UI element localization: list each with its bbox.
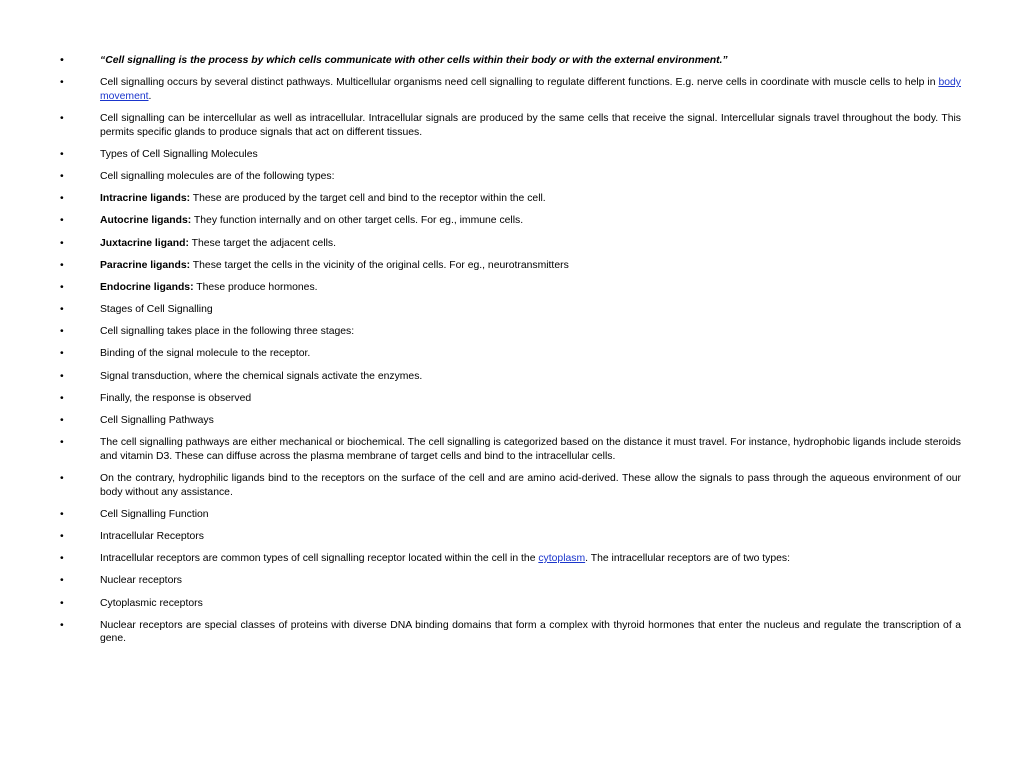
bullet-text: Cell signalling molecules are of the following types: — [100, 170, 335, 182]
bullet-stage-transduction — [100, 370, 961, 384]
bullet-text: These produce hormones. — [193, 281, 318, 293]
bullet-endocrine — [100, 281, 961, 295]
term-label: Autocrine ligands: — [100, 215, 192, 227]
body-movement-link[interactable]: body movement — [100, 77, 961, 102]
bullet-types-heading — [100, 148, 961, 162]
bullet-text: Intracellular Receptors — [100, 530, 204, 542]
bullet-text: “Cell signalling is the process by which cells communicate with other cells within their body or with the external environment.” — [100, 55, 728, 66]
term-label: Intracrine ligands: — [100, 193, 191, 205]
bullet-autocrine — [100, 214, 961, 228]
bullet-text: The cell signalling pathways are either mechanical or biochemical. The cell signalling is categorized based on the distance it must travel. For instance, hydrophobic ligands include steroids and vitamin D3. These can diffuse across the plasma membrane of target cells and bind to the intracellular cells. — [100, 437, 961, 462]
bullet-pathways-intro — [100, 76, 961, 103]
term-label: Paracrine ligands: — [100, 259, 191, 271]
bullet-text: Binding of the signal molecule to the receptor. — [100, 348, 311, 360]
bullet-intracrine — [100, 192, 961, 206]
bullet-text: These target the adjacent cells. — [188, 237, 337, 249]
term-label: Endocrine ligands: — [100, 281, 194, 293]
bullet-text: Cytoplasmic receptors — [100, 597, 203, 609]
bullet-juxtacrine — [100, 237, 961, 251]
bullet-intercellular — [100, 112, 961, 139]
bullet-text: These target the cells in the vicinity of the original cells. For eg., neurotransmitters — [190, 259, 569, 271]
bullet-cytoplasmic-receptors — [100, 597, 961, 611]
bullet-pathways-hydrophilic — [100, 472, 961, 499]
bullet-text: Cell Signalling Function — [100, 508, 209, 520]
bullet-stage-binding — [100, 347, 961, 361]
cytoplasm-link[interactable]: cytoplasm — [538, 553, 586, 565]
bullet-text: Nuclear receptors — [100, 575, 183, 587]
bullet-text: Finally, the response is observed — [100, 392, 252, 404]
bullet-stages-heading — [100, 303, 961, 317]
bullet-text: Intracellular receptors are common types of cell signalling receptor located within the cell in the — [100, 553, 539, 565]
bullet-nuclear-description — [100, 619, 961, 646]
bullet-receptors-heading — [100, 530, 961, 544]
bullet-stage-response — [100, 392, 961, 406]
bullet-text: Types of Cell Signalling Molecules — [100, 148, 258, 160]
bullet-text: On the contrary, hydrophilic ligands bind to the receptors on the surface of the cell and are amino acid-derived. These allow the signals to pass through the aqueous environment of our body without any assistance. — [100, 472, 961, 498]
bullet-text: Stages of Cell Signalling — [100, 304, 213, 316]
bullet-text: Cell signalling occurs by several distinct pathways. Multicellular organisms need cell signalling to regulate different functions. E.g. nerve cells in coordinate with muscle cells to help in — [100, 77, 939, 89]
bullet-text: These are produced by the target cell and bind to the receptor within the cell. — [190, 193, 546, 205]
bullet-nuclear-receptors — [100, 574, 961, 588]
bullet-function-heading — [100, 508, 961, 522]
bullet-pathways-hydrophobic — [100, 436, 961, 463]
bullet-receptors-intro — [100, 552, 961, 566]
bullet-text: Cell Signalling Pathways — [100, 415, 214, 426]
bullet-paracrine — [100, 259, 961, 273]
bullet-text: Cell signalling takes place in the following three stages: — [100, 326, 355, 338]
bullet-types-intro — [100, 170, 961, 184]
bullet-text-end: . — [148, 90, 152, 102]
bullet-text: Cell signalling can be intercellular as well as intracellular. Intracellular signals are produced by the same cells that receive the signal. Intercellular signals travel throughout the body. This permits specific glands to produce signals that act on different tissues. — [100, 112, 961, 138]
term-label: Juxtacrine ligand: — [100, 237, 189, 249]
bullet-list — [100, 54, 961, 654]
bullet-text: Nuclear receptors are special classes of proteins with diverse DNA binding domains that form a complex with thyroid hormones that enter the nucleus and regulate the transcription of a gene. — [100, 619, 961, 645]
bullet-text: Signal transduction, where the chemical signals activate the enzymes. — [100, 370, 423, 382]
bullet-pathways-heading — [100, 414, 961, 428]
bullet-text-end: . The intracellular receptors are of two types: — [585, 553, 790, 565]
bullet-stages-intro — [100, 325, 961, 339]
bullet-text: They function internally and on other target cells. For eg., immune cells. — [191, 215, 524, 227]
bullet-definition-quote — [100, 54, 961, 68]
